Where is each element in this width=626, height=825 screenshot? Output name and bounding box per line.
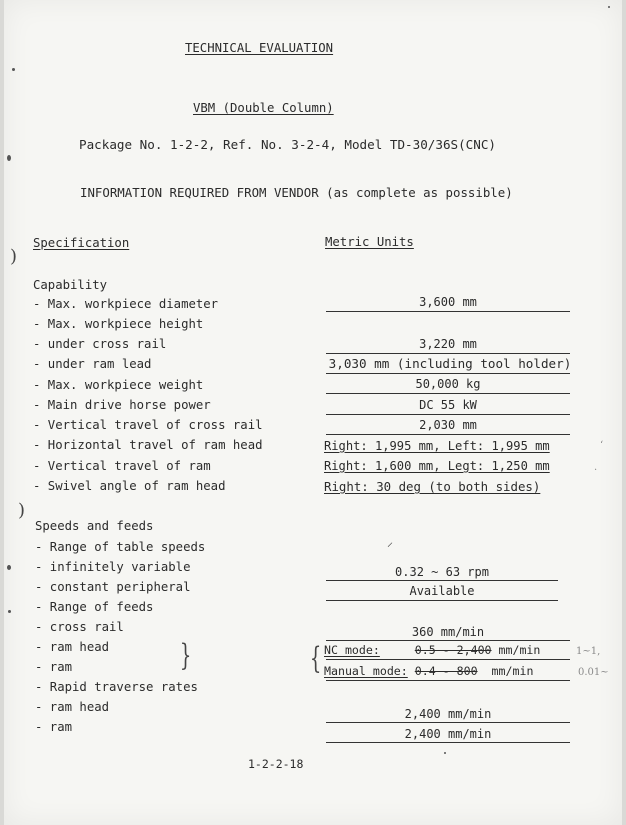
value-underline [326, 722, 570, 723]
info-line: INFORMATION REQUIRED FROM VENDOR (as complete as possible) [80, 185, 513, 200]
spec-label: - ram [35, 720, 73, 734]
spec-label: - ram head [35, 640, 110, 654]
spec-value: 50,000 kg [415, 377, 481, 391]
value-underline [326, 414, 570, 415]
manual-mode-struck-value: 0.4 - 800 [414, 664, 478, 678]
value-underline [326, 742, 570, 743]
scan-speck [7, 155, 11, 161]
spec-label: - constant peripheral [35, 580, 191, 594]
spec-label: - ram [35, 660, 73, 674]
value-underline [326, 353, 570, 354]
spec-value: Available [409, 584, 475, 598]
manual-mode-row [324, 666, 533, 678]
value-underline [326, 659, 570, 660]
package-line: Package No. 1-2-2, Ref. No. 3-2-4, Model TD-30/36S(CNC) [79, 137, 497, 152]
spec-label: - ram head [35, 700, 110, 714]
document-subtitle: VBM (Double Column) [193, 101, 334, 115]
document-title: TECHNICAL EVALUATION [185, 41, 334, 55]
spec-label: - Vertical travel of cross rail [33, 418, 263, 432]
speeds-heading: Speeds and feeds [35, 519, 154, 533]
value-underline [326, 580, 558, 581]
scan-speck [608, 6, 610, 8]
value-underline [326, 434, 570, 435]
scan-speck [444, 752, 446, 754]
metric-units-header: Metric Units [325, 235, 414, 249]
spec-value: 3,220 mm [419, 337, 477, 351]
margin-mark: . [594, 462, 598, 473]
nc-mode-handwritten-note: 1~1, [576, 646, 601, 657]
spec-value: 3,030 mm (including tool holder) [328, 356, 572, 371]
handwritten-mark: ⸝ [387, 535, 394, 549]
value-underline [326, 600, 558, 601]
spec-value: 2,400 mm/min [404, 707, 492, 721]
value-underline [326, 393, 570, 394]
capability-heading: Capability [33, 278, 108, 292]
nc-mode-struck-value: 0.5 - 2,400 [414, 643, 492, 657]
spec-label: - infinitely variable [35, 560, 191, 574]
page-number: 1-2-2-18 [248, 757, 304, 771]
value-underline [326, 311, 570, 312]
spec-value: Right: 30 deg (to both sides) [324, 479, 541, 494]
group-brace: } [179, 638, 192, 673]
spec-value: Right: 1,995 mm, Left: 1,995 mm [324, 439, 550, 453]
manual-mode-unit: mm/min [491, 664, 534, 678]
spec-label: - Max. workpiece diameter [33, 297, 219, 311]
spec-label: - under ram lead [33, 357, 152, 371]
spec-value: Right: 1,600 mm, Legt: 1,250 mm [324, 459, 550, 473]
document-page [4, 0, 622, 825]
spec-value: 3,600 mm [419, 295, 477, 309]
spec-value: 0.32 ~ 63 rpm [395, 565, 489, 579]
scan-speck [7, 565, 11, 570]
spec-value: 2,400 mm/min [404, 727, 492, 741]
value-underline [326, 680, 570, 681]
handwritten-mark: ) [18, 500, 26, 521]
group-brace: { [309, 641, 322, 676]
spec-label: - Vertical travel of ram [33, 459, 211, 473]
spec-label: - under cross rail [33, 337, 167, 351]
handwritten-mark: ) [10, 246, 18, 267]
specification-header: Specification [33, 236, 130, 250]
nc-mode-row [324, 645, 540, 657]
spec-label: - Range of feeds [35, 600, 154, 614]
value-underline [326, 640, 570, 641]
spec-value: 360 mm/min [411, 625, 485, 639]
spec-label: - Swivel angle of ram head [33, 479, 226, 493]
spec-label: - Range of table speeds [35, 540, 206, 554]
scan-speck [8, 610, 11, 613]
spec-label: - Max. workpiece weight [33, 378, 204, 392]
spec-label: - Rapid traverse rates [35, 680, 198, 694]
margin-mark: ‘ [600, 440, 604, 451]
nc-mode-unit: mm/min [498, 643, 541, 657]
spec-value: DC 55 kW [419, 398, 477, 412]
spec-label: - cross rail [35, 620, 124, 634]
spec-label: - Main drive horse power [33, 398, 211, 412]
value-underline [326, 373, 570, 374]
spec-label: - Horizontal travel of ram head [33, 438, 263, 452]
nc-mode-label: NC mode: [324, 643, 380, 657]
spec-value: 2,030 mm [419, 418, 477, 432]
scan-speck [12, 68, 15, 71]
spec-label: - Max. workpiece height [33, 317, 204, 331]
manual-mode-handwritten-note: 0.01~ [578, 667, 609, 678]
manual-mode-label: Manual mode: [324, 664, 408, 678]
